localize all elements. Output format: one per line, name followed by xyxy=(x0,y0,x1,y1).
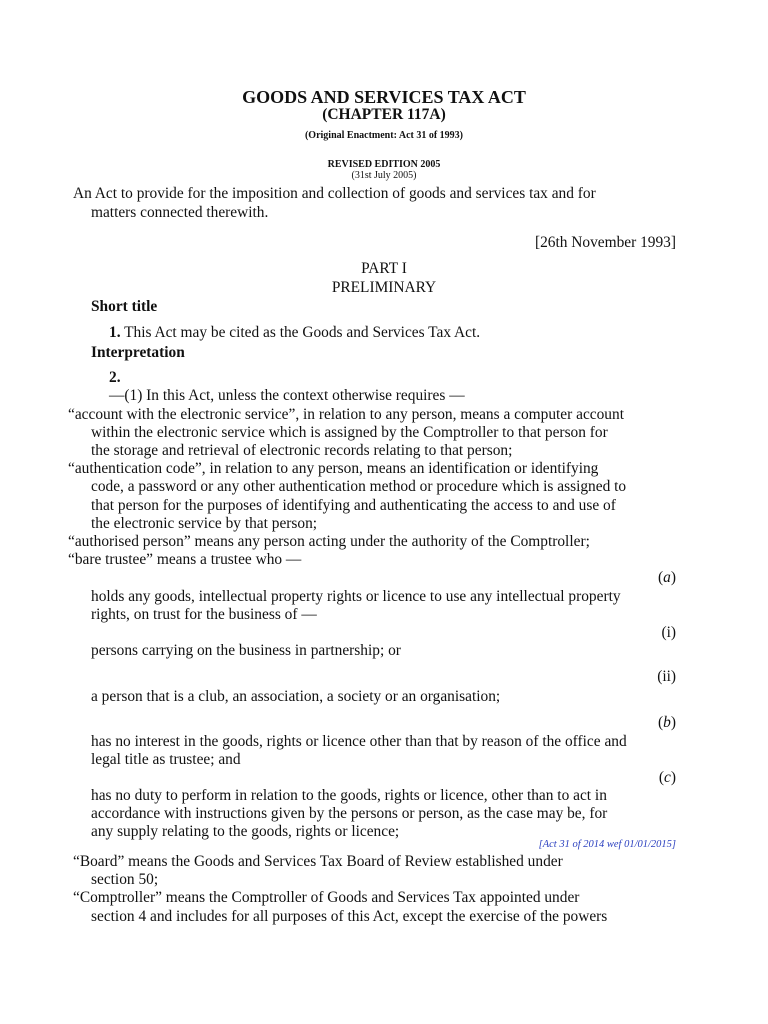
def-comptroller-line-1: “Comptroller” means the Comptroller of Goods and Services Tax appointed under xyxy=(73,889,580,906)
def-account-line-2: within the electronic service which is assigned by the Comptroller to that person for xyxy=(91,424,608,441)
def-authentication-line-1: “authentication code”, in relation to any person, means an identification or identifying xyxy=(68,460,599,477)
part-number: PART I xyxy=(361,260,407,277)
para-a-line-1: holds any goods, intellectual property rights or licence to use any intellectual property xyxy=(91,588,621,605)
revised-edition: REVISED EDITION 2005 xyxy=(327,159,441,170)
original-enactment: (Original Enactment: Act 31 of 1993) xyxy=(304,130,464,141)
def-comptroller-line-2: section 4 and includes for all purposes of this Act, except the exercise of the powers xyxy=(91,908,608,925)
para-c-letter: c xyxy=(664,769,671,786)
sub-i-label: (i) xyxy=(661,624,676,641)
section-1-text: This Act may be cited as the Goods and Services Tax Act. xyxy=(124,324,481,341)
part-name: PRELIMINARY xyxy=(331,279,437,296)
long-title-line-2: matters connected therewith. xyxy=(91,204,269,221)
def-authentication-line-3: that person for the purposes of identifying and authenticating the access to and use of xyxy=(91,497,616,514)
sub-i-text: persons carrying on the business in partnership; or xyxy=(91,642,401,659)
para-c-label: (c) xyxy=(658,769,676,786)
para-b-letter: b xyxy=(663,714,671,731)
section-2-heading: Interpretation xyxy=(91,344,185,361)
sub-ii-label: (ii) xyxy=(657,668,676,685)
chapter-number: (CHAPTER 117A) xyxy=(322,106,446,123)
section-1-body xyxy=(109,324,480,342)
section-1-number: 1. xyxy=(109,324,121,341)
sub-ii-text: a person that is a club, an association, a society or an organisation; xyxy=(91,688,501,705)
def-board-line-1: “Board” means the Goods and Services Tax Board of Review established under xyxy=(73,853,563,870)
def-board-line-2: section 50; xyxy=(91,871,159,888)
para-c-line-3: any supply relating to the goods, rights or licence; xyxy=(91,823,400,840)
def-authentication-line-4: the electronic service by that person; xyxy=(91,515,318,532)
act-title: GOODS AND SERVICES TAX ACT xyxy=(242,87,526,107)
para-a-line-2: rights, on trust for the business of — xyxy=(91,606,317,623)
section-2-intro: —(1) In this Act, unless the context otherwise requires — xyxy=(109,387,465,404)
para-b-line-2: legal title as trustee; and xyxy=(91,751,241,768)
def-bare-trustee: “bare trustee” means a trustee who — xyxy=(68,551,302,568)
para-c-line-2: accordance with instructions given by the persons or person, as the case may be, for xyxy=(91,805,608,822)
def-account-line-3: the storage and retrieval of electronic records relating to that person; xyxy=(91,442,513,459)
para-b-line-1: has no interest in the goods, rights or licence other than that by reason of the office and xyxy=(91,733,627,750)
def-account-line-1: “account with the electronic service”, in relation to any person, means a computer account xyxy=(68,406,624,423)
def-authorised-person: “authorised person” means any person acting under the authority of the Comptroller; xyxy=(68,533,590,550)
revised-date: (31st July 2005) xyxy=(351,170,417,181)
section-1-heading: Short title xyxy=(91,298,158,315)
para-a-label: (a) xyxy=(658,569,676,586)
para-b-label: (b) xyxy=(658,714,676,731)
commencement-date: [26th November 1993] xyxy=(534,234,676,251)
long-title-line-1: An Act to provide for the imposition and collection of goods and services tax and for xyxy=(73,185,596,202)
para-a-letter: a xyxy=(663,569,671,586)
section-2-number: 2. xyxy=(109,369,121,386)
amendment-note: [Act 31 of 2014 wef 01/01/2015] xyxy=(538,839,676,850)
def-authentication-line-2: code, a password or any other authentication method or procedure which is assigned to xyxy=(91,478,627,495)
para-c-line-1: has no duty to perform in relation to the goods, rights or licence, other than to act in xyxy=(91,787,607,804)
